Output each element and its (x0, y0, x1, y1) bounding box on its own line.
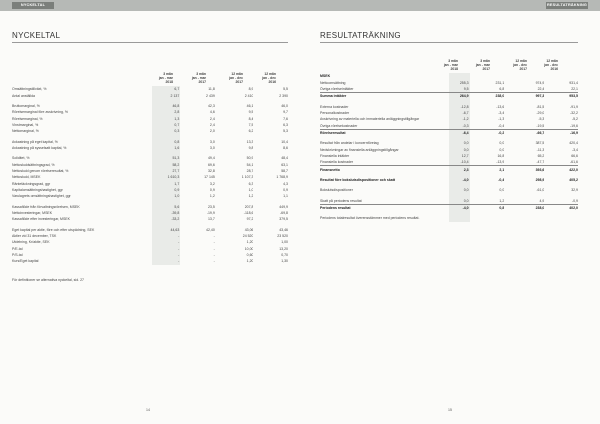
value-cell: -0,3 (449, 122, 470, 129)
value-cell: -3,4 (498, 110, 505, 115)
row-label: Övriga rörelsekostnader (320, 123, 358, 128)
value-cell: 63,1 (281, 162, 288, 167)
value-cell: 2,4 (209, 116, 215, 121)
row-label: Avkastning på eget kapital, % (12, 139, 58, 144)
value-cell: 2,3 (449, 166, 470, 173)
column-header-line: 12 mån (264, 72, 276, 76)
value-cell: 50,9 (246, 156, 254, 161)
value-cell: -39,8 (152, 210, 180, 216)
value-cell: - (213, 234, 215, 239)
value-cell: 58,7 (281, 168, 288, 173)
section-tag: RESULTATRÄKNING (546, 3, 588, 7)
value-cell: 2,0 (209, 129, 215, 134)
column-header (143, 72, 173, 84)
column-header-line: 2017 (198, 80, 206, 85)
value-cell: -61,0 (536, 188, 545, 193)
value-cell: -0,4 (498, 177, 505, 182)
value-cell: 1,00 (281, 240, 288, 245)
row-label: Övriga rörelseintäkter (320, 86, 354, 91)
value-cell: 2,4 (209, 122, 215, 127)
row-label: Utdelning, Kr/aktie, SEK (12, 240, 50, 245)
column-header-line: jan - dec (544, 63, 558, 68)
value-cell: 3,0 (209, 145, 215, 150)
column-header (460, 59, 490, 71)
row-label: MSEK (320, 74, 331, 79)
value-cell: 8,6 (283, 145, 288, 150)
value-cell: 953,5 (544, 93, 578, 100)
column-header-line: jan - mar (191, 76, 206, 81)
value-cell: 46,8 (152, 103, 180, 109)
value-cell: -4,0 (449, 204, 470, 211)
row-label: Bokslutsdispositioner (320, 188, 353, 193)
value-cell: 0,9 (152, 187, 180, 193)
key-figures-table (12, 86, 288, 265)
value-cell: 32,8 (207, 168, 215, 173)
row-label: Skatt på periodens resultat (320, 198, 362, 203)
column-header-line: 2016 (268, 80, 276, 85)
row-label: Periodens resultat (320, 204, 449, 211)
column-header-line: 3 mån (480, 59, 490, 63)
value-cell: -10,4 (449, 159, 470, 166)
value-cell: - (213, 253, 215, 258)
value-cell: -118,6 (243, 211, 254, 216)
value-cell: 0,70 (281, 253, 288, 258)
row-label: Bruttomarginal, % (12, 103, 40, 108)
column-header-line: 2016 (550, 67, 558, 72)
table-row (12, 258, 288, 264)
value-cell: 1,2 (499, 198, 505, 203)
row-label: Antal anställda (12, 93, 35, 98)
value-cell: 255,3 (449, 79, 470, 85)
value-cell: 4,6 (209, 110, 215, 115)
value-cell: 0,60 (246, 253, 254, 258)
value-cell: 402,0 (544, 204, 578, 211)
value-cell: - (213, 246, 215, 251)
row-label: Resultat före bokslutsdispositioner och skatt (320, 177, 396, 182)
column-header-line: jan - mar (443, 63, 458, 68)
row-label: Nettoskuldsättningsgrad, % (12, 162, 55, 167)
value-cell: 6,2 (248, 129, 254, 134)
value-cell (470, 215, 505, 221)
row-label: Kapitalomsättningshastighet, ggr (12, 187, 63, 192)
value-cell: - (213, 240, 215, 245)
value-cell: 2,8 (152, 109, 180, 115)
value-cell (449, 215, 470, 221)
column-header-line: 3 mån (163, 72, 173, 76)
row-label: Avkastning på sysselsatt kapital, % (12, 145, 67, 150)
value-cell: -12,8 (449, 103, 470, 109)
value-cell: -69,8 (280, 211, 288, 216)
table-row (320, 198, 578, 205)
value-cell: 207,8 (244, 204, 254, 209)
value-cell: 9,7 (283, 110, 288, 115)
value-cell: 1,6 (152, 145, 180, 151)
value-cell: 2 439 (206, 93, 215, 98)
column-header-line: jan - dec (229, 76, 243, 81)
row-label: Aktier vid 31 december, TSK (12, 234, 57, 239)
page-number: 14 (146, 408, 150, 412)
value-cell: 3,2 (209, 181, 215, 186)
column-header-line: 12 mån (231, 72, 243, 76)
row-label: Summa intäkter (320, 93, 449, 100)
value-cell: 22,4 (537, 86, 545, 91)
value-cell: 1 768,9 (276, 175, 288, 180)
value-cell: 387,5 (535, 141, 545, 146)
row-label: Periodens totalresultat överensstämmer med periodens resultat. (320, 216, 420, 221)
value-cell: 13,3 (246, 139, 254, 144)
column-header (528, 59, 558, 71)
value-cell: 422,0 (544, 166, 578, 173)
row-label: Rörelsemarginal, % (12, 116, 43, 121)
value-cell: 8,4 (248, 116, 254, 121)
value-cell: 23,5 (207, 204, 215, 209)
value-cell: 0,0 (499, 141, 505, 146)
value-cell: 54,1 (246, 162, 254, 167)
row-label: Nettoomsättning (320, 80, 346, 85)
value-cell: -6,7 (449, 110, 470, 116)
header-bar (0, 0, 300, 11)
value-cell: 298,9 (535, 177, 545, 182)
table-row (320, 166, 578, 173)
value-cell (504, 215, 544, 221)
footnote: För definitioner se alternativa nyckeltal, sid. 27 (12, 278, 84, 282)
value-cell: 238,0 (504, 204, 544, 211)
value-cell: 997,3 (504, 93, 544, 100)
column-header-line: 2017 (482, 67, 490, 72)
column-header (246, 72, 276, 84)
value-cell: 17 145 (204, 175, 215, 180)
row-label: Personalkostnader (320, 110, 350, 115)
value-cell: 0,3 (152, 128, 180, 134)
value-cell: 5,5 (283, 87, 288, 92)
value-cell: 1,2 (248, 194, 254, 199)
value-cell: 42,40 (206, 227, 215, 232)
row-label: Soliditet, % (12, 156, 30, 161)
value-cell: 1,20 (246, 240, 254, 245)
value-cell: 11,8 (208, 87, 215, 92)
value-cell: 43,06 (244, 227, 254, 232)
value-cell: 1,0 (248, 187, 254, 192)
row-label: Vinstmarginal, % (12, 122, 39, 127)
value-cell: -16,9 (544, 129, 578, 136)
page-number: 15 (448, 408, 452, 412)
value-cell: 420,4 (569, 141, 578, 146)
row-label: Resultat från andelar i koncernföretag (320, 141, 379, 146)
column-header (176, 72, 206, 84)
title-rule (12, 42, 288, 43)
value-cell: 0,9 (209, 187, 215, 192)
value-cell: 1,0 (152, 193, 180, 199)
value-cell: 4,3 (283, 181, 288, 186)
column-header (497, 59, 527, 71)
value-cell: 393,6 (504, 166, 544, 173)
value-cell: -1,3 (498, 117, 505, 122)
value-cell: 65,2 (537, 153, 545, 158)
column-header (428, 59, 458, 71)
value-cell: 44,63 (152, 227, 180, 233)
column-header-line: 3 mån (196, 72, 206, 76)
value-cell: 0,0 (499, 147, 505, 152)
value-cell: -11,3 (536, 147, 545, 152)
value-cell: -13,6 (496, 104, 505, 109)
row-label: Nettoinvesteringar, MSEK (12, 211, 53, 216)
value-cell: -29,0 (536, 110, 545, 115)
value-cell: 264,9 (449, 93, 470, 100)
value-cell: 10,4 (281, 139, 288, 144)
value-cell: - (152, 233, 180, 239)
value-cell: 16,8 (497, 153, 505, 158)
value-cell: 1 610,3 (152, 174, 180, 180)
value-cell: 1,20 (246, 259, 254, 264)
column-header-line: jan - mar (475, 63, 490, 68)
value-cell: -5,3 (538, 117, 545, 122)
right-page (300, 0, 600, 424)
header-bar (300, 0, 600, 11)
value-cell: 0,0 (449, 140, 470, 146)
value-cell: 3,0 (209, 139, 215, 144)
value-cell: 1,2 (209, 194, 215, 199)
page-title: NYCKELTAL (12, 31, 61, 40)
value-cell: 46,0 (281, 103, 288, 108)
row-label: Nedskrivningar av finansiella anläggningstillgångar (320, 147, 399, 152)
value-cell: -19,9 (206, 211, 215, 216)
value-cell: 66,6 (571, 153, 578, 158)
value-cell: 22,1 (571, 86, 578, 91)
value-cell: 0,8 (470, 204, 505, 211)
income-statement-table (320, 73, 578, 222)
value-cell: 10,00 (244, 246, 254, 251)
value-cell: 24 520 (242, 234, 254, 239)
value-cell: 12,7 (449, 153, 470, 159)
column-header-line: jan - dec (513, 63, 527, 68)
row-label: Kassaflöde från förvaltningsrörelsen, MSEK (12, 204, 80, 209)
value-cell: 0,0 (499, 188, 505, 193)
value-cell: 13,7 (207, 217, 215, 222)
value-cell: 23 520 (277, 234, 288, 239)
value-cell: 46,1 (246, 103, 254, 108)
value-cell: 58,2 (152, 161, 180, 167)
value-cell: 49,4 (207, 156, 215, 161)
value-cell: 6,3 (248, 181, 254, 186)
table-row (320, 215, 578, 221)
value-cell: 27,7 (152, 168, 180, 174)
row-label: Finansnetto (320, 166, 449, 173)
value-cell: 7,6 (283, 116, 288, 121)
row-label: Nettoskuld, MSEK (12, 175, 41, 180)
value-cell: - (152, 246, 180, 252)
value-cell: 42,3 (207, 103, 215, 108)
table-row (320, 159, 578, 166)
value-cell: 97,2 (246, 217, 254, 222)
value-cell (544, 215, 578, 221)
value-cell: 6,7 (152, 86, 180, 92)
value-cell: 0,0 (449, 198, 470, 205)
row-label: P/E-tal (12, 246, 23, 251)
value-cell: 0,0 (449, 146, 470, 152)
value-cell: 2,1 (470, 166, 505, 173)
value-cell: -3,4 (571, 147, 578, 152)
value-cell: 6,3 (283, 122, 288, 127)
value-cell: 231,1 (495, 80, 505, 85)
value-cell: 48,4 (281, 156, 288, 161)
value-cell: 7,5 (248, 122, 254, 127)
value-cell: 0,9 (283, 187, 288, 192)
column-header-line: 2017 (235, 80, 243, 85)
value-cell: 0,8 (152, 138, 180, 144)
value-cell: -0,2 (470, 129, 505, 136)
row-label: Kurs/Eget kapital (12, 259, 39, 264)
column-header-line: 12 mån (546, 59, 558, 63)
value-cell: 1,3 (152, 115, 180, 121)
value-cell: -0,9 (571, 198, 578, 203)
value-cell: 931,4 (569, 80, 578, 85)
value-cell: -0,4 (498, 123, 505, 128)
table-row (320, 129, 578, 136)
value-cell: 43,46 (279, 227, 288, 232)
value-cell: - (152, 239, 180, 245)
row-label: Finansiella kostnader (320, 160, 354, 165)
row-label: Varulagrets omsättningshastighet, ggr (12, 194, 71, 199)
value-cell: 8,9 (248, 87, 254, 92)
row-label: Nettomarginal, % (12, 129, 39, 134)
row-label: Avskrivning av materiella och immateriella anläggningstillgångar (320, 117, 420, 122)
page-title: RESULTATRÄKNING (320, 31, 401, 40)
value-cell: -81,5 (536, 104, 545, 109)
column-header-line: 2018 (165, 80, 173, 85)
value-cell: 51,3 (152, 155, 180, 161)
value-cell: -33,2 (152, 216, 180, 222)
column-header-line: 2018 (450, 67, 458, 72)
value-cell: -19,6 (570, 123, 578, 128)
value-cell: -1,2 (449, 116, 470, 122)
row-label: Rörelsemarginal före avskrivning, % (12, 110, 69, 115)
value-cell: - (152, 252, 180, 258)
value-cell: -32,2 (570, 110, 578, 115)
row-label: Eget kapital per aktie, före och efter utspädning, SEK (12, 227, 95, 232)
value-cell: 0,7 (152, 122, 180, 128)
table-row (320, 86, 578, 93)
column-header-line: 2017 (519, 67, 527, 72)
value-cell: 32,9 (571, 188, 578, 193)
value-cell: 28,7 (246, 168, 254, 173)
value-cell: 2 390 (279, 93, 288, 98)
value-cell: -6,4 (449, 129, 470, 136)
title-rule (320, 42, 578, 43)
table-row (320, 204, 578, 211)
table-row (320, 93, 578, 100)
value-cell: 2 410 (244, 93, 254, 98)
value-cell: 5,6 (152, 204, 180, 210)
value-cell: 405,2 (569, 177, 578, 182)
value-cell: 238,0 (470, 93, 505, 100)
column-header-line: jan - dec (262, 76, 276, 81)
row-label: P/S-tal (12, 253, 23, 258)
section-tag: NYCKELTAL (12, 2, 54, 9)
column-header (213, 72, 243, 84)
value-cell: 69,6 (207, 162, 215, 167)
value-cell: -47,7 (536, 160, 545, 165)
column-header-line: 3 mån (448, 59, 458, 63)
value-cell: 379,5 (279, 217, 288, 222)
value-cell: -19,5 (536, 123, 545, 128)
row-label: Finansiella intäkter (320, 153, 350, 158)
value-cell: 9,5 (449, 86, 470, 93)
value-cell: 974,9 (535, 80, 545, 85)
value-cell: -4,0 (449, 177, 470, 183)
table-row (320, 122, 578, 129)
value-cell: - (213, 259, 215, 264)
value-cell: 1,30 (281, 259, 288, 264)
value-cell: 9,8 (248, 145, 254, 150)
row-label: Kassaflöde efter investeringar, MSEK (12, 217, 70, 222)
value-cell: 1 107,3 (241, 175, 254, 180)
value-cell: 5,3 (283, 129, 288, 134)
value-cell: -13,9 (496, 160, 505, 165)
value-cell: -61,6 (570, 160, 578, 165)
value-cell: 9,5 (248, 110, 254, 115)
value-cell: 6,8 (499, 86, 505, 91)
row-label: Nettoskuld genom rörelseresultat, % (12, 168, 69, 173)
column-header-line: 12 mån (515, 59, 527, 63)
value-cell: -91,9 (570, 104, 578, 109)
column-header-line: jan - mar (158, 76, 173, 81)
value-cell: 1,7 (152, 180, 180, 186)
row-label: Externa kostnader (320, 104, 349, 109)
value-cell: - (152, 258, 180, 264)
value-cell: -5,2 (571, 117, 578, 122)
value-cell: 4,9 (539, 198, 545, 203)
value-cell: 13,20 (279, 246, 288, 251)
value-cell: 0,0 (449, 187, 470, 193)
value-cell: -66,7 (504, 129, 544, 136)
row-label: Räntetäckningsgrad, ggr (12, 181, 51, 186)
row-label: Rörelseresultat (320, 129, 449, 136)
value-cell: 2 137 (152, 92, 180, 98)
value-cell: 1,1 (283, 194, 288, 199)
value-cell: 449,9 (279, 204, 288, 209)
row-label: Omsättningstillväxt, % (12, 87, 47, 92)
